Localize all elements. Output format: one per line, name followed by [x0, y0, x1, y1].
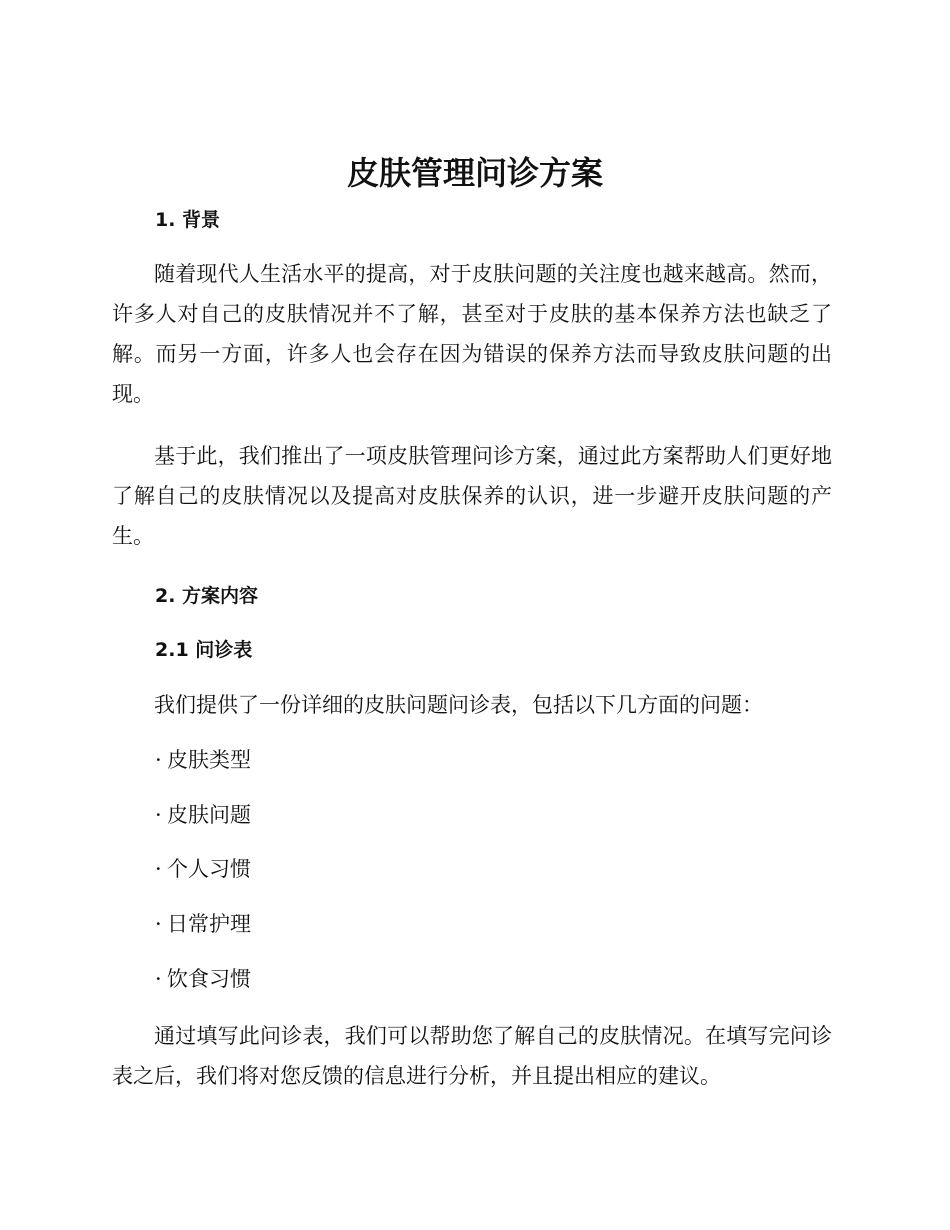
- section-2-heading: 2. 方案内容: [155, 585, 259, 607]
- list-item-label: 皮肤问题: [167, 803, 251, 827]
- bullet-icon: ·: [155, 803, 162, 827]
- section-1-heading: 1. 背景: [155, 209, 221, 231]
- list-item-label: 饮食习惯: [167, 967, 251, 991]
- bullet-icon: ·: [155, 857, 162, 881]
- bullet-icon: ·: [155, 967, 162, 991]
- list-item: [155, 909, 251, 939]
- section-2-1-heading: 2.1 问诊表: [155, 639, 253, 661]
- list-item-label: 皮肤类型: [167, 748, 251, 772]
- bullet-icon: ·: [155, 912, 162, 936]
- document-title: 皮肤管理问诊方案: [346, 154, 603, 192]
- list-item: [155, 964, 251, 994]
- section-1-paragraph-1: 随着现代人生活水平的提高，对于皮肤问题的关注度也越来越高。然而，许多人对自己的皮肤情况并不了解，甚至对于皮肤的基本保养方法也缺乏了解。而另一方面，许多人也会存在因为错误的保养方法而导致皮肤问题的出现。: [112, 262, 832, 406]
- section-2-1-intro: 我们提供了一份详细的皮肤问题问诊表，包括以下几方面的问题：: [154, 693, 763, 717]
- section-2-1-paragraph: 通过填写此问诊表，我们可以帮助您了解自己的皮肤情况。在填写完问诊表之后，我们将对您反馈的信息进行分析，并且提出相应的建议。: [112, 1024, 832, 1088]
- section-1-paragraph-2: 基于此，我们推出了一项皮肤管理问诊方案，通过此方案帮助人们更好地了解自己的皮肤情况以及提高对皮肤保养的认识，进一步避开皮肤问题的产生。: [112, 444, 832, 548]
- list-item: [155, 800, 251, 830]
- list-item-label: 日常护理: [167, 912, 251, 936]
- bullet-icon: ·: [155, 748, 162, 772]
- list-item: [155, 854, 251, 884]
- list-item: [155, 745, 251, 775]
- list-item-label: 个人习惯: [167, 857, 251, 881]
